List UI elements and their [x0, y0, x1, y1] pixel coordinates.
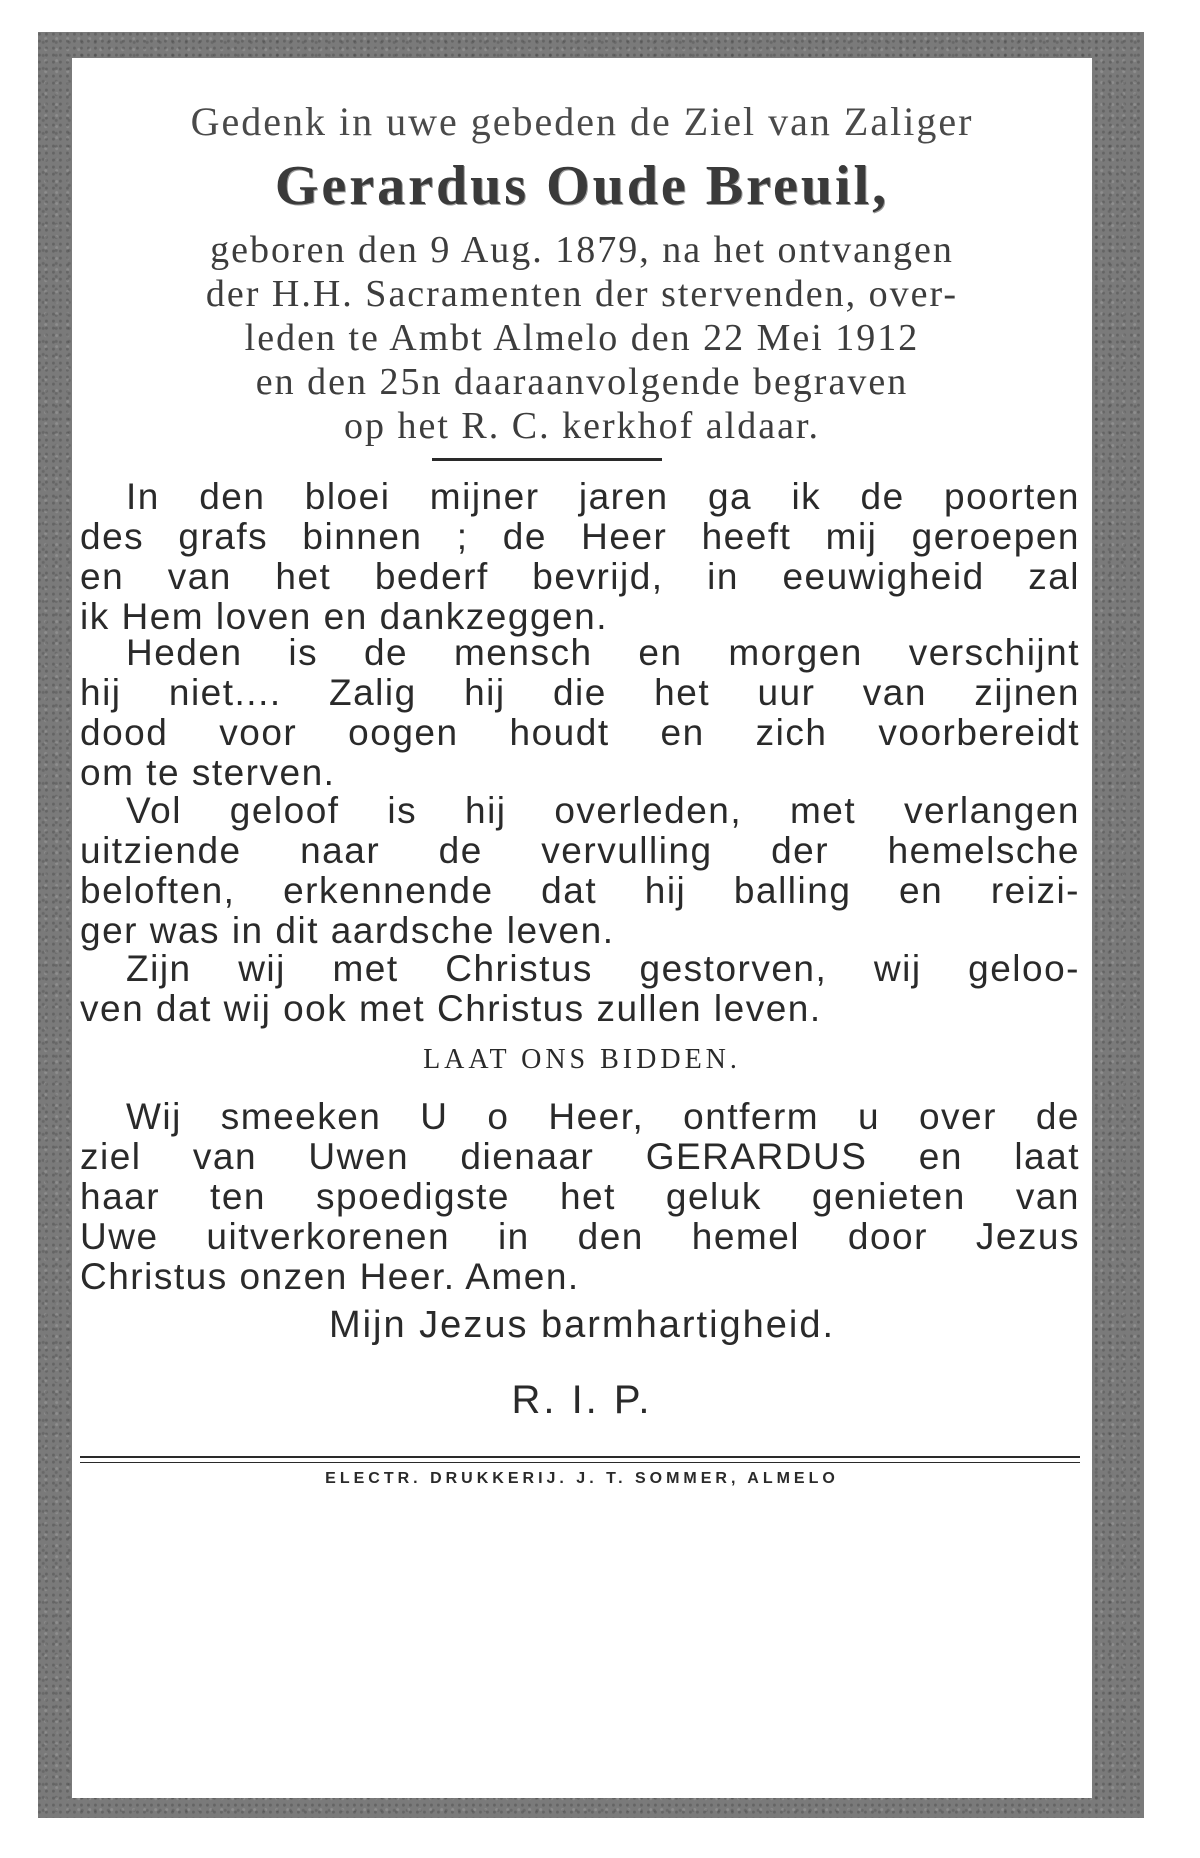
bio-line: leden te Ambt Almelo den 22 Mei 1912: [244, 317, 920, 359]
passage-line: des grafs binnen ; de Heer heeft mij geroepen: [80, 516, 1080, 557]
footer-rule: [80, 1456, 1080, 1458]
passage-line: Zijn wij met Christus gestorven, wij geloo-: [126, 948, 1080, 989]
passage-line: hij niet.... Zalig hij die het uur van zijnen: [80, 672, 1080, 713]
memorial-card: [72, 58, 1092, 1798]
printer-credit: ELECTR. DRUKKERIJ. J. T. SOMMER, ALMELO: [325, 1470, 839, 1487]
passage-line: Vol geloof is hij overleden, met verlangen: [126, 790, 1080, 831]
bio-line: geboren den 9 Aug. 1879, na het ontvangen: [210, 229, 954, 271]
passage-line: beloften, erkennende dat hij balling en reizi-: [80, 870, 1080, 911]
passage-line: uitziende naar de vervulling der hemelsche: [80, 830, 1080, 871]
prayer-line: Uwe uitverkorenen in den hemel door Jezus: [80, 1216, 1080, 1257]
bio-line: en den 25n daaraanvolgende begraven: [255, 361, 909, 403]
passage-line: dood voor oogen houdt en zich voorbereidt: [80, 712, 1080, 753]
prayer-line: ziel van Uwen dienaar GERARDUS en laat: [80, 1136, 1080, 1177]
bio-line: op het R. C. kerkhof aldaar.: [343, 405, 820, 447]
prayer-heading: LAAT ONS BIDDEN.: [423, 1044, 741, 1075]
bio-line: der H.H. Sacramenten der stervenden, over-: [205, 273, 959, 315]
closing-invocation: Mijn Jezus barmhartigheid.: [328, 1304, 836, 1346]
passage-line: Heden is de mensch en morgen verschijnt: [126, 632, 1080, 673]
prayer-line: Christus onzen Heer. Amen.: [80, 1256, 580, 1297]
divider-rule: [432, 458, 662, 461]
passage-line: ger was in dit aardsche leven.: [80, 910, 615, 951]
deceased-name: Gerardus Oude Breuil,: [274, 155, 890, 217]
prayer-line: Wij smeeken U o Heer, ontferm u over de: [126, 1096, 1080, 1137]
prayer-line: haar ten spoedigste het geluk genieten van: [80, 1176, 1080, 1217]
rip-text: R. I. P.: [511, 1378, 653, 1422]
passage-line: In den bloei mijner jaren ga ik de poorten: [126, 476, 1080, 517]
passage-line: ven dat wij ook met Christus zullen leven.: [80, 988, 822, 1029]
footer-rule: [80, 1462, 1080, 1463]
passage-line: ik Hem loven en dankzeggen.: [80, 596, 608, 637]
card-intro: Gedenk in uwe gebeden de Ziel van Zaliger: [190, 99, 974, 144]
passage-line: om te sterven.: [80, 752, 336, 793]
passage-line: en van het bederf bevrijd, in eeuwigheid zal: [80, 556, 1080, 597]
